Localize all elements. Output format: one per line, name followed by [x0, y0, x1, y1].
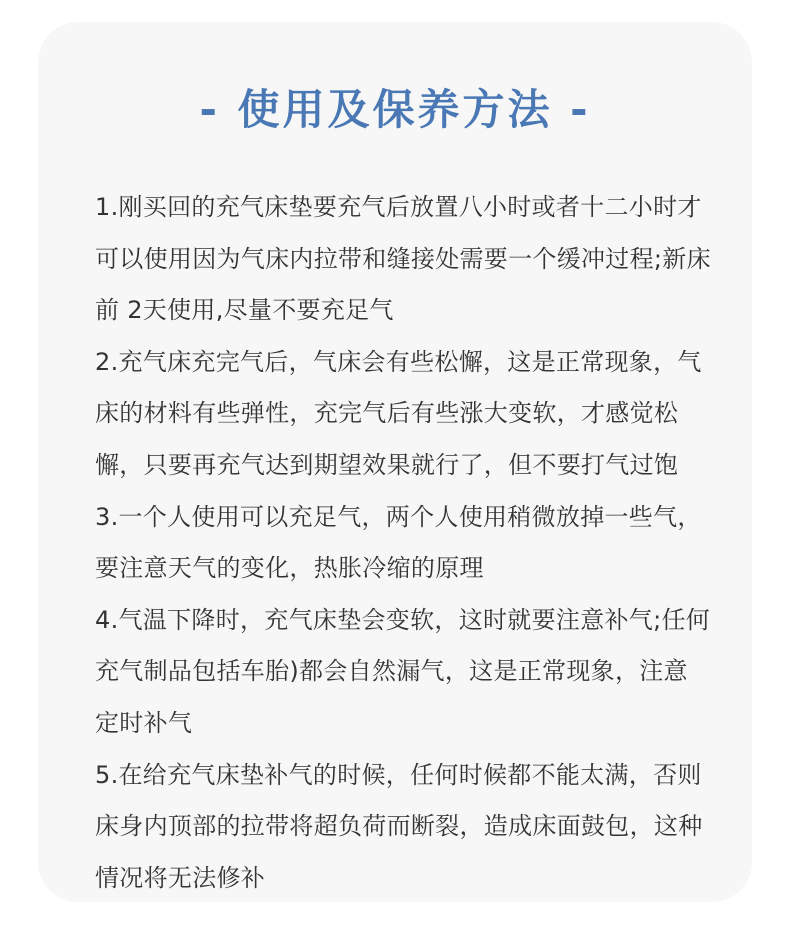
- instructions-list: [95, 182, 711, 904]
- instructions-card: [38, 22, 752, 902]
- page-title: - 使用及保养方法 -: [199, 85, 591, 134]
- instruction-item-3: 3.一个人使用可以充足气，两个人使用稍微放掉一些气，要注意天气的变化，热胀冷缩的原理: [95, 502, 702, 583]
- instruction-item-4: 4.气温下降时，充气床垫会变软，这时就要注意补气;任何充气制品包括车胎)都会自然漏气，这是正常现象，注意定时补气: [95, 605, 711, 737]
- instruction-item-1: 1.刚买回的充气床垫要充气后放置八小时或者十二小时才可以使用因为气床内拉带和缝接处需要一个缓冲过程;新床前 2天使用,尽量不要充足气: [95, 193, 711, 325]
- instruction-item-2: 2.充气床充完气后，气床会有些松懈，这是正常现象，气床的材料有些弹性，充完气后有些涨大变软，才感觉松懈，只要再充气达到期望效果就行了，但不要打气过饱: [95, 347, 702, 479]
- instruction-item-5: 5.在给充气床垫补气的时候，任何时候都不能太满，否则床身内顶部的拉带将超负荷而断裂，造成床面鼓包，这种情况将无法修补: [95, 760, 703, 892]
